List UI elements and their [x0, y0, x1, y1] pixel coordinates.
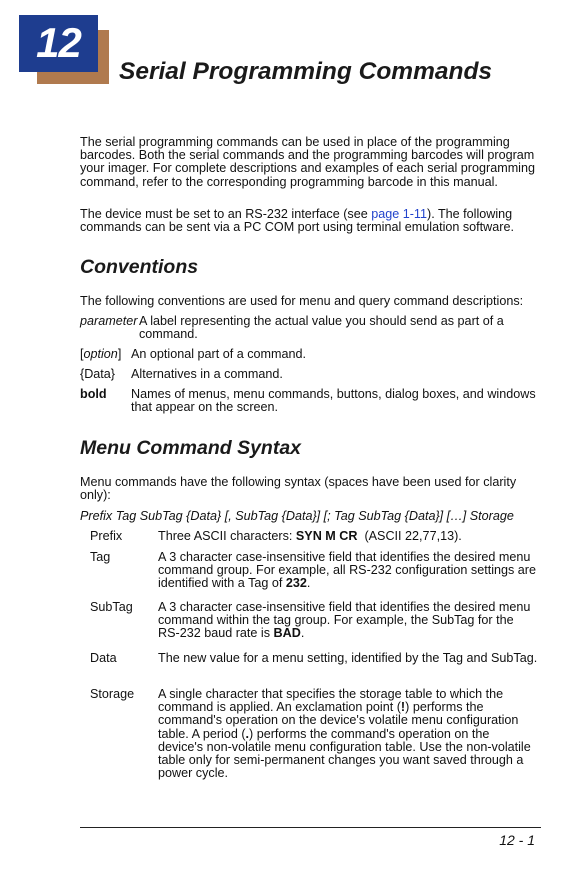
intro-paragraph-2 [80, 208, 540, 234]
page-number: 12 - 1 [499, 832, 535, 848]
intro-paragraph-1: The serial programming commands can be used in place of the programming barcodes. Both the serial commands and the programming barcodes will program your imager. For complete descriptions and examples of each serial programming command, refer to the corresponding programming barcode in this manual. [80, 135, 535, 189]
page-link[interactable]: page 1-11 [371, 207, 428, 221]
convention-desc-data: Alternatives in a command. [131, 367, 283, 381]
conventions-intro: The following conventions are used for menu and query command descriptions: [80, 294, 524, 308]
syntax-desc-subtag: A 3 character case-insensitive field that identifies the desired menu command within the tag group. For example, the SubTag for the RS-232 baud rate is BAD. [158, 600, 531, 641]
syntax-desc-storage: A single character that specifies the storage table to which the command is applied. An exclamation point (!) performs the command's operation on the device's volatile menu configuration table. A period (.) performs the command's operation on the device's non-volatile menu configuration table. Use the non-volatile table only for semi-permanent changes you want saved through a power cycle. [158, 687, 531, 781]
menu-syntax-intro: Menu commands have the following syntax (spaces have been used for clarity only): [80, 475, 517, 503]
syntax-term-subtag: SubTag [90, 600, 133, 614]
footer-rule [80, 827, 541, 828]
menu-syntax-heading: Menu Command Syntax [80, 437, 302, 459]
syntax-desc-data: The new value for a menu setting, identified by the Tag and SubTag. [158, 651, 538, 665]
syntax-line: Prefix Tag SubTag {Data} [, SubTag {Data}] [; Tag SubTag {Data}] […] Storage [80, 509, 514, 523]
syntax-desc-prefix: Three ASCII characters: SYN M CR (ASCII 22,77,13). [158, 529, 462, 543]
convention-term-data: {Data} [80, 367, 116, 381]
convention-desc-bold: Names of menus, menu commands, buttons, dialog boxes, and windows that appear on the screen. [131, 387, 536, 415]
intro-p2-text: The device must be set to an RS-232 interface (see [80, 207, 372, 221]
chapter-title: Serial Programming Commands [119, 58, 493, 85]
convention-term-parameter: parameter [80, 314, 138, 328]
convention-desc-parameter: A label representing the actual value you should send as part of a command. [139, 314, 504, 342]
convention-desc-option: An optional part of a command. [131, 347, 307, 361]
syntax-term-tag: Tag [90, 550, 111, 564]
intro-p2-text-end: ). The following commands can be sent via a PC COM port using terminal emulation software. [80, 207, 514, 235]
convention-term-option: [option] [80, 347, 122, 361]
syntax-term-data: Data [90, 651, 117, 665]
conventions-heading: Conventions [80, 256, 199, 278]
syntax-desc-tag: A 3 character case-insensitive field that identifies the desired menu command group. For example, all RS-232 configuration settings are identified with a Tag of 232. [158, 550, 537, 591]
syntax-term-storage: Storage [90, 687, 135, 701]
convention-term-bold: bold [80, 387, 107, 401]
chapter-tab [19, 15, 98, 72]
chapter-number: 12 [36, 19, 81, 66]
syntax-term-prefix: Prefix [90, 529, 123, 543]
